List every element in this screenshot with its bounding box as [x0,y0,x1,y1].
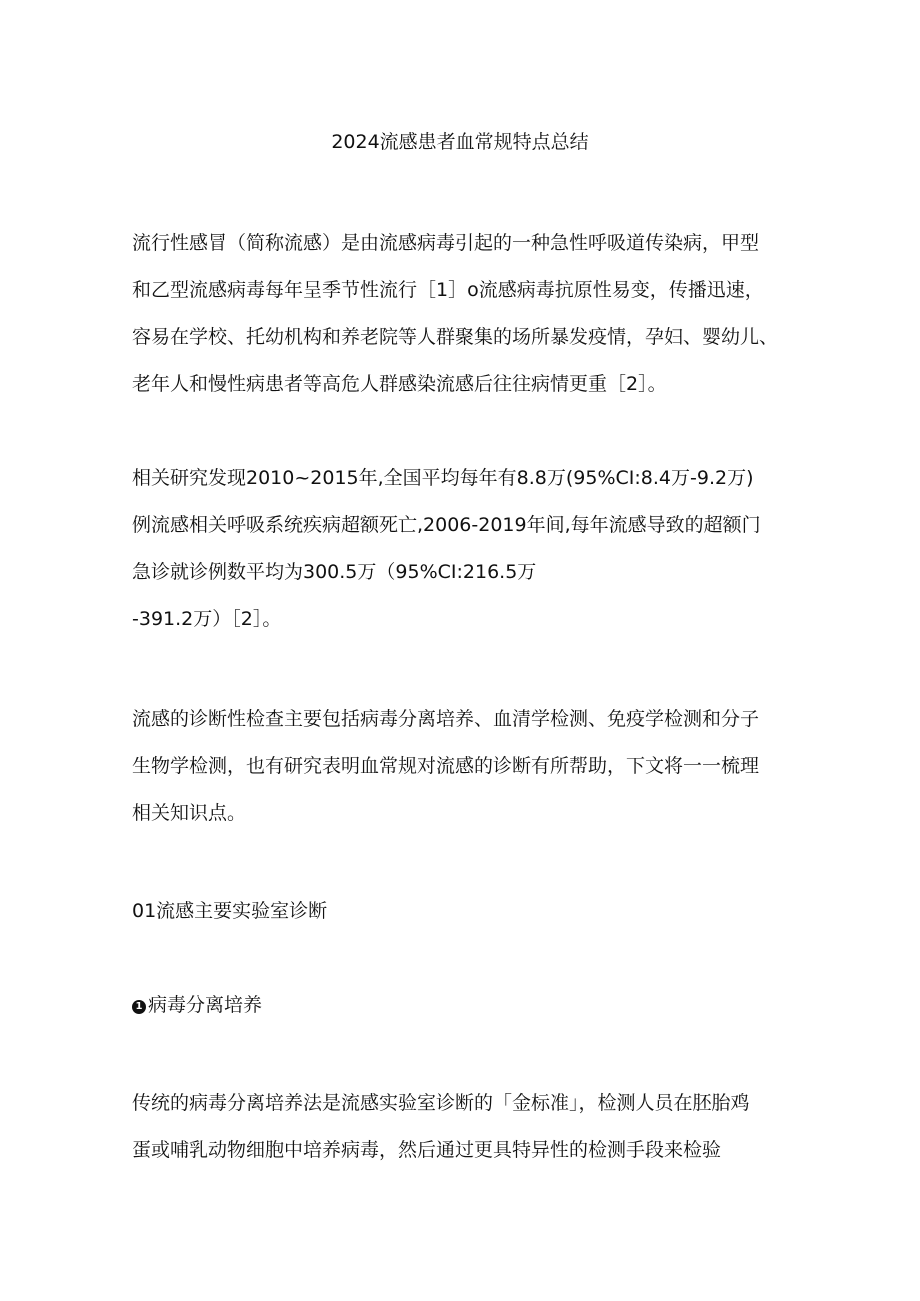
paragraph-culture [132,1080,802,1174]
paragraph-statistics [132,455,802,643]
paragraph-diagnosis [132,696,802,837]
text-line: 流行性感冒（简称流感）是由流感病毒引起的一种急性呼吸道传染病，甲型 [132,232,760,254]
text-line: 相关知识点。 [132,802,247,824]
text-line: 例流感相关呼吸系统疾病超额死亡,2006-2019年间,每年流感导致的超额门 [132,514,761,536]
subsection-title: 病毒分离培养 [148,994,263,1016]
text-line: 急诊就诊例数平均为300.5万（95%CI:216.5万 [132,561,537,583]
text-line: 和乙型流感病毒每年呈季节性流行［1］o流感病毒抗原性易变，传播迅速， [132,279,764,301]
section-heading: 01流感主要实验室诊断 [132,900,328,922]
text-line: 容易在学校、托幼机构和养老院等人群聚集的场所暴发疫情，孕妇、婴幼儿、 [132,326,779,348]
text-line: 传统的病毒分离培养法是流感实验室诊断的「金标准」，检测人员在胚胎鸡 [132,1092,750,1114]
text-line: 老年人和慢性病患者等高危人群感染流感后往往病情更重［2］。 [132,373,667,395]
paragraph-intro [132,220,802,408]
text-line: 生物学检测，也有研究表明血常规对流感的诊断有所帮助，下文将一一梳理 [132,755,760,777]
text-line: -391.2万）［2］。 [132,608,282,630]
text-line: 相关研究发现2010~2015年,全国平均每年有8.8万(95%CI:8.4万-9.2万) [132,467,754,489]
number-bullet-icon: 1 [132,1000,146,1014]
document-title: 2024流感患者血常规特点总结 [331,131,589,153]
subsection-heading [132,991,262,1019]
text-line: 蛋或哺乳动物细胞中培养病毒，然后通过更具特异性的检测手段来检验 [132,1139,722,1161]
text-line: 流感的诊断性检查主要包括病毒分离培养、血清学检测、免疫学检测和分子 [132,708,760,730]
